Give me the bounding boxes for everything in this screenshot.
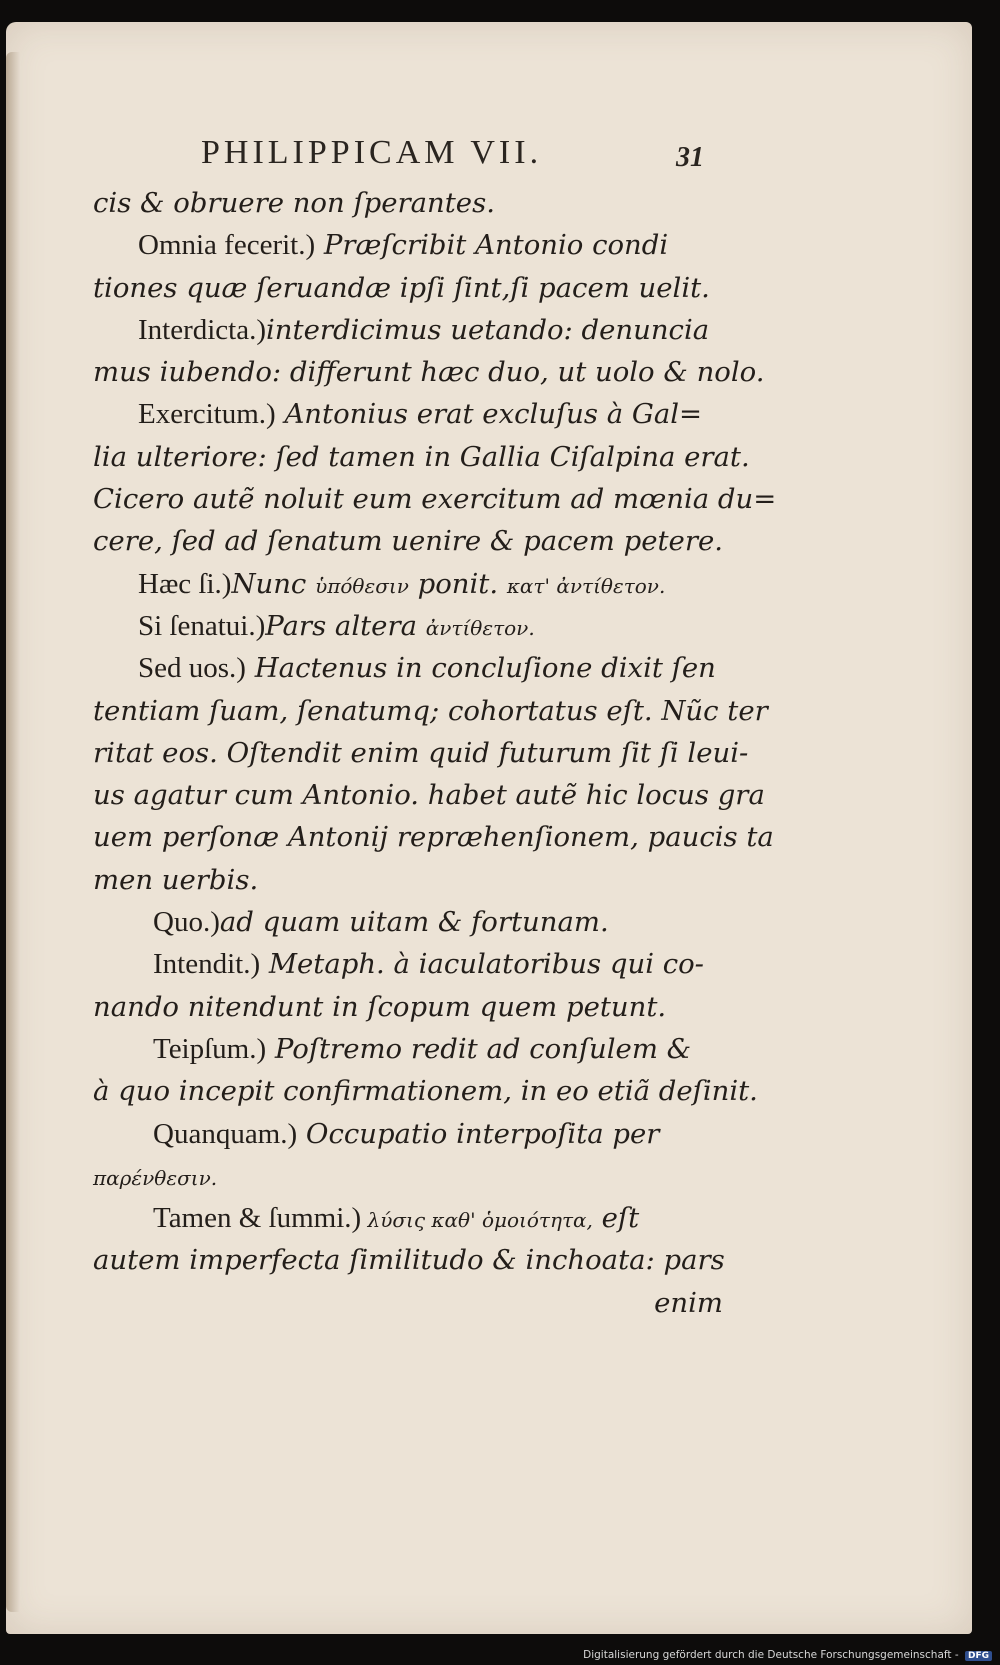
text-line	[93, 1155, 743, 1197]
text-line: Interdicta.)interdicimus uetando: denuncia	[138, 313, 710, 346]
greek-term: ἀντίθετον.	[425, 615, 535, 640]
text-line: ritat eos. Oſtendit enim quid futurum ſit ſi leui-	[93, 736, 749, 769]
lemma: Teipſum.)	[153, 1032, 267, 1065]
text-line: Teipſum.) Poſtremo redit ad conſulem &	[153, 1032, 692, 1065]
lemma: Exercitum.)	[138, 398, 276, 431]
text-line: Hæc ſi.)Nunc ὑπόθεσιν ponit. κατ' ἀντίθετον.	[138, 567, 666, 600]
text-line: Cicero autẽ noluit eum exercitum ad mœnia du=	[93, 483, 777, 516]
text-line: lia ulteriore: ſed tamen in Gallia Ciſalpina erat.	[93, 440, 750, 473]
lemma: Omnia fecerit.)	[138, 229, 316, 262]
text-line: tiones quæ ſeruandæ ipſi ſint,ſi pacem uelit.	[93, 271, 710, 304]
running-head: PHILIPPICAM VII.	[201, 134, 543, 171]
greek-term: παρένθεσιν.	[93, 1165, 218, 1190]
catchword: enim	[654, 1286, 723, 1319]
book-page	[6, 22, 972, 1634]
text-line: Tamen & ſummi.) λύσις καθ' ὁμοιότητα, eſt	[153, 1202, 640, 1235]
page-edge	[6, 52, 20, 1612]
greek-term: κατ' ἀντίθετον.	[506, 573, 666, 598]
text-line: nando nitendunt in ſcopum quem petunt.	[93, 990, 667, 1023]
lemma: Quanquam.)	[153, 1117, 298, 1150]
text-line: Quanquam.) Occupatio interpoſita per	[153, 1117, 660, 1150]
text-line: Quo.)ad quam uitam & fortunam.	[153, 906, 609, 939]
text-line: uem perſonæ Antonij repræhenſionem, paucis ta	[93, 821, 774, 854]
lemma: Intendit.)	[153, 948, 261, 981]
commentary-text	[93, 182, 777, 1324]
greek-term: λύσις καθ' ὁμοιότητα,	[361, 1208, 593, 1233]
text-line: Si ſenatui.)Pars altera ἀντίθετον.	[138, 609, 535, 642]
text-line: autem imperfecta ſimilitudo & inchoata: pars	[93, 1244, 725, 1277]
greek-term: ὑπόθεσιν	[315, 573, 409, 598]
text-line: us agatur cum Antonio. habet autẽ hic locus gra	[93, 779, 765, 812]
text-line: Exercitum.) Antonius erat excluſus à Gal=	[138, 398, 703, 431]
lemma: Sed uos.)	[138, 652, 246, 685]
text-line: à quo incepit confirmationem, in eo etiã deſinit.	[93, 1075, 758, 1108]
lemma: Hæc ſi.)	[138, 567, 232, 600]
lemma: Interdicta.)	[138, 313, 267, 346]
text-line: Intendit.) Metaph. à iaculatoribus qui co-	[153, 948, 704, 981]
page-header	[6, 122, 972, 172]
text-line: cere, ſed ad ſenatum uenire & pacem petere.	[93, 525, 723, 558]
dfg-logo: DFG	[965, 1651, 992, 1661]
text-line: men uerbis.	[93, 863, 259, 896]
text-line: Sed uos.) Hactenus in concluſione dixit ſen	[138, 652, 716, 685]
text-line: cis & obruere non ſperantes.	[93, 187, 495, 219]
lemma: Si ſenatui.)	[138, 609, 266, 642]
text-line: Omnia fecerit.) Præſcribit Antonio condi	[138, 229, 669, 262]
footer-text: Digitalisierung gefördert durch die Deutsche Forschungsgemeinschaft -	[583, 1649, 959, 1661]
text-line: tentiam ſuam, ſenatumq; cohortatus eſt. Nũc ter	[93, 694, 768, 727]
digitization-footer	[583, 1649, 992, 1661]
lemma: Quo.)	[153, 906, 220, 939]
page-number: 31	[676, 142, 704, 173]
text-line: mus iubendo: differunt hæc duo, ut uolo & nolo.	[93, 356, 765, 389]
lemma: Tamen & ſummi.)	[153, 1202, 362, 1235]
